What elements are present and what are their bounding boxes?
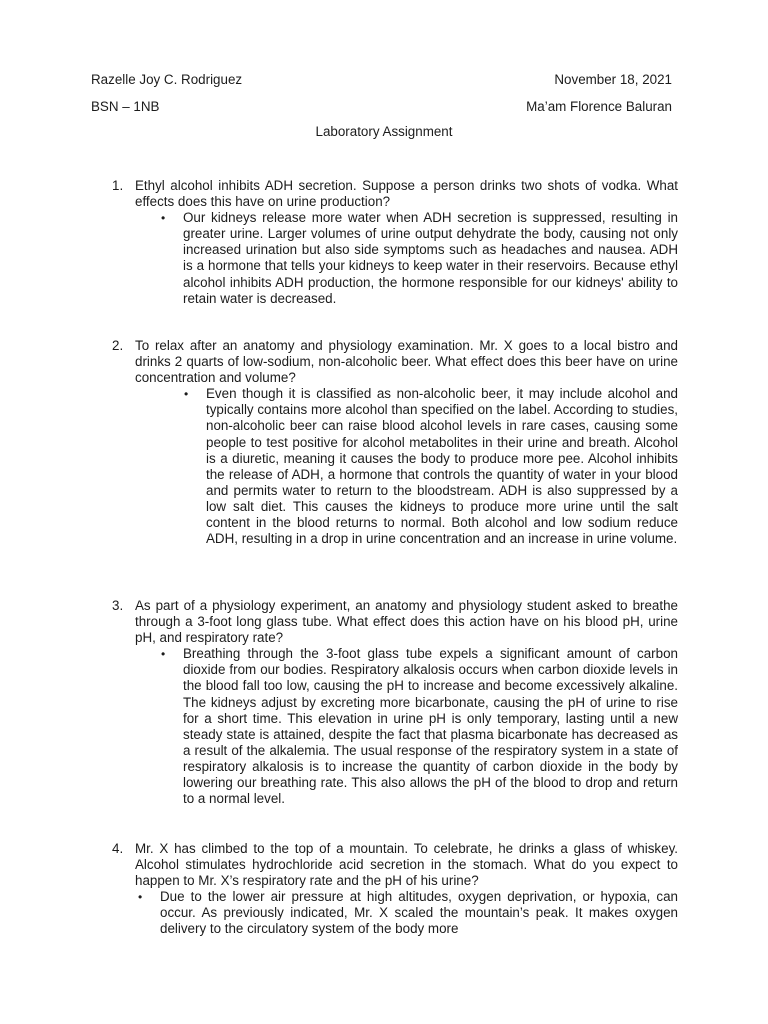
answer-item (161, 210, 678, 307)
section: BSN – 1NB (91, 99, 160, 114)
question-text: To relax after an anatomy and physiology examination. Mr. X goes to a local bistro and drinks 2 quarts of low-sodium, non-alcoholic beer. What effect does this beer have on urine concentration and volume? (135, 338, 678, 386)
instructor: Ma’am Florence Baluran (526, 99, 672, 114)
page-title: Laboratory Assignment (315, 124, 453, 139)
question-number: 1. (112, 178, 124, 193)
answer-text: Due to the lower air pressure at high altitudes, oxygen deprivation, or hypoxia, can occur. As previously indicated, Mr. X scaled the mountain’s peak. It makes oxygen delivery to the circulatory system of the body more (160, 889, 678, 937)
answer-text: Breathing through the 3-foot glass tube expels a significant amount of carbon dioxide from our bodies. Respiratory alkalosis occurs when carbon dioxide levels in the blood fall too low, causing the pH to increase and become excessively alkaline. The kidneys adjust by excreting more bicarbonate, causing the pH of urine to rise for a short time. This elevation in urine pH is only temporary, lasting until a new steady state is attained, despite the fact that plasma bicarbonate has decreased as a result of the alkalemia. The usual response of the respiratory system in a state of respiratory alkalosis is to increase the quantity of carbon dioxide in the body by lowering our breathing rate. This also allows the pH of the blood to drop and return to a normal level. (183, 646, 678, 807)
question-3 (112, 598, 678, 807)
answer-item (161, 646, 678, 807)
bullet-icon: • (138, 890, 143, 905)
bullet-icon: • (184, 387, 189, 402)
student-name: Razelle Joy C. Rodriguez (91, 72, 243, 87)
question-4 (112, 841, 678, 938)
question-number: 4. (112, 841, 124, 856)
answer-item (138, 889, 678, 937)
answer-text: Our kidneys release more water when ADH secretion is suppressed, resulting in greater urine. Larger volumes of urine output dehydrate the body, causing not only increased urination but also side symptoms such as headaches and nausea. ADH is a hormone that tells your kidneys to keep water in their reservoirs. Because ethyl alcohol inhibits ADH production, the hormone responsible for our kidneys' ability to retain water is decreased. (183, 210, 678, 306)
question-1 (112, 178, 678, 307)
question-number: 2. (112, 338, 124, 353)
date: November 18, 2021 (554, 72, 672, 87)
question-number: 3. (112, 598, 124, 613)
question-text: Ethyl alcohol inhibits ADH secretion. Suppose a person drinks two shots of vodka. What effects does this have on urine production? (135, 178, 678, 210)
answer-text: Even though it is classified as non-alcoholic beer, it may include alcohol and typically contains more alcohol than specified on the label. According to studies, non-alcoholic beer can raise blood alcohol levels in rare cases, causing some people to test positive for alcohol metabolites in their urine and breath. Alcohol is a diuretic, meaning it causes the body to produce more pee. Alcohol inhibits the release of ADH, a hormone that controls the quantity of water in your blood and permits water to return to the bloodstream. ADH is also suppressed by a low salt diet. This causes the kidneys to produce more urine until the salt content in the blood returns to normal. Both alcohol and low sodium reduce ADH, resulting in a drop in urine concentration and an increase in urine volume. (206, 386, 678, 547)
bullet-icon: • (161, 211, 166, 226)
answer-item (184, 386, 678, 547)
question-text: Mr. X has climbed to the top of a mountain. To celebrate, he drinks a glass of whiskey. Alcohol stimulates hydrochloride acid secretion in the stomach. What do you expect to happen to Mr. X’s respiratory rate and the pH of his urine? (135, 841, 678, 889)
question-2 (112, 338, 678, 547)
question-text: As part of a physiology experiment, an anatomy and physiology student asked to breathe through a 3-foot long glass tube. What effect does this action have on his blood pH, urine pH, and respiratory rate? (135, 598, 678, 646)
bullet-icon: • (161, 647, 166, 662)
